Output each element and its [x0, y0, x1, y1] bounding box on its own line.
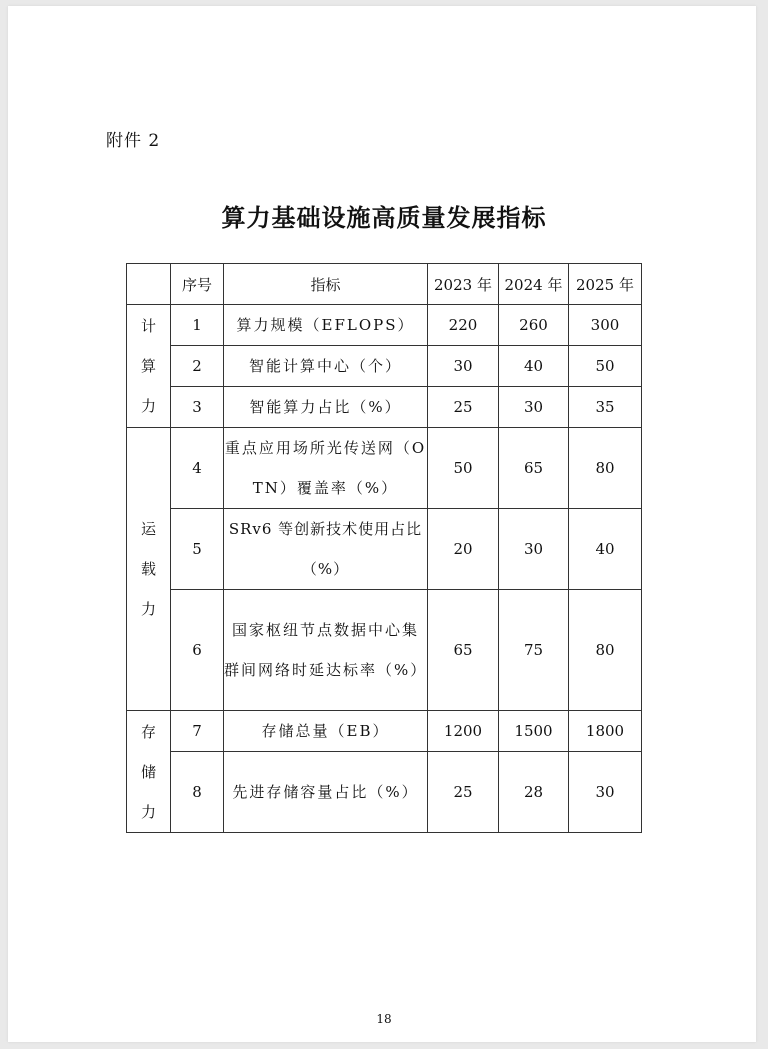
- table-row: [127, 428, 642, 509]
- row-number: 6: [171, 590, 224, 711]
- value-2023: 20: [428, 509, 499, 590]
- category-storage: [127, 711, 171, 833]
- value-2024: 75: [499, 590, 569, 711]
- indicator-table: [126, 263, 642, 833]
- value-2023: 50: [428, 428, 499, 509]
- row-indicator: 重点应用场所光传送网（OTN）覆盖率（%）: [224, 428, 428, 509]
- header-2024: 2024 年: [499, 264, 569, 305]
- table-row: [127, 711, 642, 752]
- header-2023: 2023 年: [428, 264, 499, 305]
- value-2023: 1200: [428, 711, 499, 752]
- value-2024: 40: [499, 346, 569, 387]
- value-2025: 80: [569, 590, 642, 711]
- row-indicator: 先进存储容量占比（%）: [224, 752, 428, 833]
- value-2024: 65: [499, 428, 569, 509]
- value-2024: 260: [499, 305, 569, 346]
- header-category: [127, 264, 171, 305]
- category-char: 存: [140, 722, 156, 741]
- value-2024: 1500: [499, 711, 569, 752]
- category-char: 力: [140, 802, 156, 821]
- attachment-label: 附件 2: [106, 131, 161, 151]
- category-char: 运: [140, 520, 156, 538]
- row-indicator: 存储总量（EB）: [224, 711, 428, 752]
- value-2023: 220: [428, 305, 499, 346]
- row-number: 1: [171, 305, 224, 346]
- value-2025: 40: [569, 509, 642, 590]
- value-2025: 80: [569, 428, 642, 509]
- category-compute: [127, 305, 171, 428]
- header-2025: 2025 年: [569, 264, 642, 305]
- row-number: 8: [171, 752, 224, 833]
- page-number: 18: [376, 1012, 392, 1026]
- value-2023: 25: [428, 752, 499, 833]
- row-number: 7: [171, 711, 224, 752]
- value-2024: 28: [499, 752, 569, 833]
- table-row: [127, 305, 642, 346]
- table-row: [127, 590, 642, 711]
- row-indicator: SRv6 等创新技术使用占比（%）: [224, 509, 428, 590]
- table-row: [127, 346, 642, 387]
- header-seq: 序号: [171, 264, 224, 305]
- row-number: 2: [171, 346, 224, 387]
- value-2024: 30: [499, 509, 569, 590]
- value-2025: 35: [569, 387, 642, 428]
- row-number: 5: [171, 509, 224, 590]
- table-row: [127, 387, 642, 428]
- value-2023: 65: [428, 590, 499, 711]
- table-row: [127, 752, 642, 833]
- category-transport: [127, 428, 171, 711]
- table-header-row: [127, 264, 642, 305]
- header-indicator: 指标: [224, 264, 428, 305]
- value-2023: 25: [428, 387, 499, 428]
- row-number: 4: [171, 428, 224, 509]
- row-number: 3: [171, 387, 224, 428]
- value-2025: 30: [569, 752, 642, 833]
- value-2025: 1800: [569, 711, 642, 752]
- value-2025: 50: [569, 346, 642, 387]
- row-indicator: 智能计算中心（个）: [224, 346, 428, 387]
- row-indicator: 国家枢纽节点数据中心集群间网络时延达标率（%）: [224, 590, 428, 711]
- category-char: 算: [140, 357, 156, 375]
- category-char: 力: [140, 600, 156, 618]
- value-2025: 300: [569, 305, 642, 346]
- value-2024: 30: [499, 387, 569, 428]
- category-char: 计: [140, 317, 156, 335]
- row-indicator: 智能算力占比（%）: [224, 387, 428, 428]
- table-row: [127, 509, 642, 590]
- value-2023: 30: [428, 346, 499, 387]
- document-title: 算力基础设施高质量发展指标: [221, 203, 547, 232]
- category-char: 储: [140, 762, 156, 781]
- category-char: 力: [140, 397, 156, 415]
- category-char: 载: [140, 560, 156, 578]
- row-indicator: 算力规模（EFLOPS）: [224, 305, 428, 346]
